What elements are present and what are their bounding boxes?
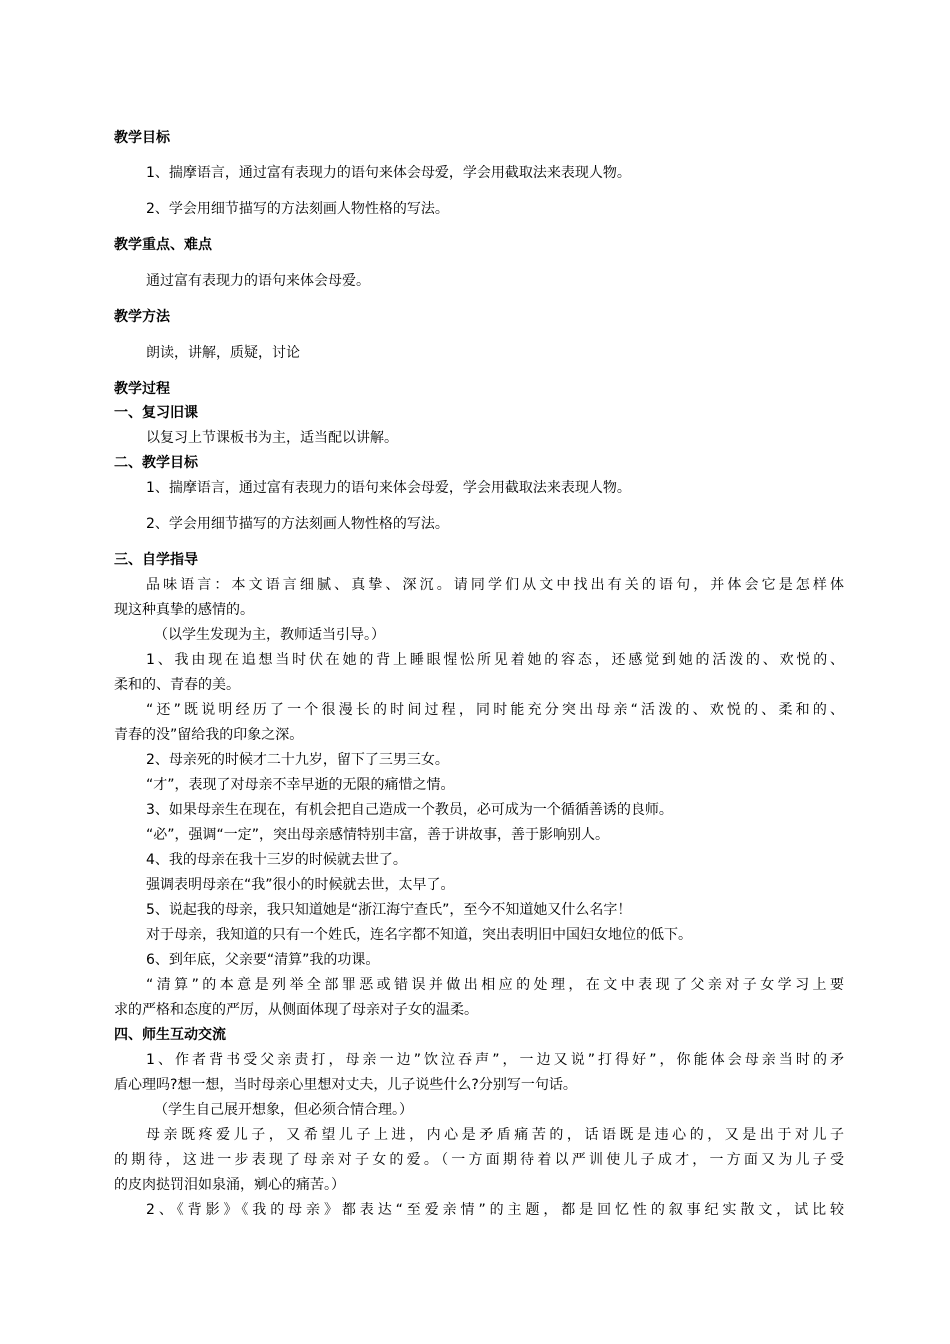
key-points-text: 通过富有表现力的语句来体会母爱。: [146, 273, 370, 289]
sentence-5-comment: 对于母亲，我知道的只有一个姓氏，连名字都不知道，突出表明旧中国妇女地位的低下。: [146, 927, 692, 943]
part3-heading: 三、自学指导: [114, 552, 198, 568]
goal-item-2: 2、学会用细节描写的方法刻画人物性格的写法。: [146, 201, 449, 217]
part1-heading: 一、复习旧课: [114, 405, 198, 421]
question-2-line-1: 2、《背影》《我的母亲》都表达“至爱亲情”的主题，都是回忆性的叙事纪实散文，试比较: [146, 1202, 844, 1218]
sentence-6: 6、到年底，父亲要“清算”我的功课。: [146, 952, 380, 968]
answer-1-line-1: 母亲既疼爱儿子，又希望儿子上进，内心是矛盾痛苦的，话语既是违心的，又是出于对儿子: [146, 1127, 844, 1143]
goals-heading: 教学目标: [114, 130, 170, 146]
sentence-1-comment-line-1: “还”既说明经历了一个很漫长的时间过程，同时能充分突出母亲“活泼的、欢悦的、柔和的、: [146, 702, 844, 718]
sentence-3: 3、如果母亲生在现在，有机会把自己造成一个教员，必可成为一个循循善诱的良师。: [146, 802, 673, 818]
process-heading: 教学过程: [114, 381, 170, 397]
part1-text: 以复习上节课板书为主，适当配以讲解。: [146, 430, 398, 446]
sentence-5: 5、说起我的母亲，我只知道她是“浙江海宁查氏”，至今不知道她又什么名字！: [146, 902, 632, 918]
sentence-2: 2、母亲死的时候才二十九岁，留下了三男三女。: [146, 752, 449, 768]
part2-goal-1: 1、揣摩语言，通过富有表现力的语句来体会母爱，学会用截取法来表现人物。: [146, 480, 631, 496]
part2-goal-2: 2、学会用细节描写的方法刻画人物性格的写法。: [146, 516, 449, 532]
key-points-heading: 教学重点、难点: [114, 237, 212, 253]
part4-heading: 四、师生互动交流: [114, 1027, 226, 1043]
goal-item-1: 1、揣摩语言，通过富有表现力的语句来体会母爱，学会用截取法来表现人物。: [146, 165, 631, 181]
part2-heading: 二、教学目标: [114, 455, 198, 471]
question-1-line-2: 盾心理吗?想一想，当时母亲心里想对丈夫，儿子说些什么?分别写一句话。: [114, 1077, 577, 1093]
sentence-2-comment: “才”，表现了对母亲不幸早逝的无限的痛惜之情。: [146, 777, 455, 793]
sentence-4-comment: 强调表明母亲在“我”很小的时候就去世，太早了。: [146, 877, 455, 893]
part3-intro-line-1: 品味语言：本文语言细腻、真挚、深沉。请同学们从文中找出有关的语句，并体会它是怎样体: [146, 577, 844, 593]
part3-note: （以学生发现为主，教师适当引导。）: [154, 627, 385, 643]
part3-intro-line-2: 现这种真挚的感情的。: [114, 602, 254, 618]
sentence-6-comment-line-2: 求的严格和态度的严厉，从侧面体现了母亲对子女的温柔。: [114, 1002, 478, 1018]
answer-1-line-2: 的期待，这进一步表现了母亲对子女的爱。（一方面期待着以严训使儿子成才，一方面又为儿子受: [114, 1152, 844, 1168]
method-heading: 教学方法: [114, 309, 170, 325]
sentence-1-line-2: 柔和的、青春的美。: [114, 677, 240, 693]
question-1-line-1: 1、作者背书受父亲责打，母亲一边”饮泣吞声”，一边又说”打得好”，你能体会母亲当时的矛: [146, 1052, 844, 1068]
answer-1-line-3: 的皮肉挞罚泪如泉涌，剜心的痛苦。）: [114, 1177, 345, 1193]
question-1-note: （学生自己展开想象，但必须合情合理。）: [154, 1102, 413, 1118]
sentence-1-comment-line-2: 青春的没”留给我的印象之深。: [114, 727, 304, 743]
sentence-1-line-1: 1、我由现在追想当时伏在她的背上睡眼惺忪所见着她的容态，还感觉到她的活泼的、欢悦的、: [146, 652, 844, 668]
sentence-3-comment: “必”，强调“一定”，突出母亲感情特别丰富，善于讲故事，善于影响别人。: [146, 827, 610, 843]
method-text: 朗读，讲解，质疑，讨论: [146, 345, 300, 361]
sentence-4: 4、我的母亲在我十三岁的时候就去世了。: [146, 852, 407, 868]
sentence-6-comment-line-1: “清算”的本意是列举全部罪恶或错误并做出相应的处理，在文中表现了父亲对子女学习上要: [146, 977, 844, 993]
